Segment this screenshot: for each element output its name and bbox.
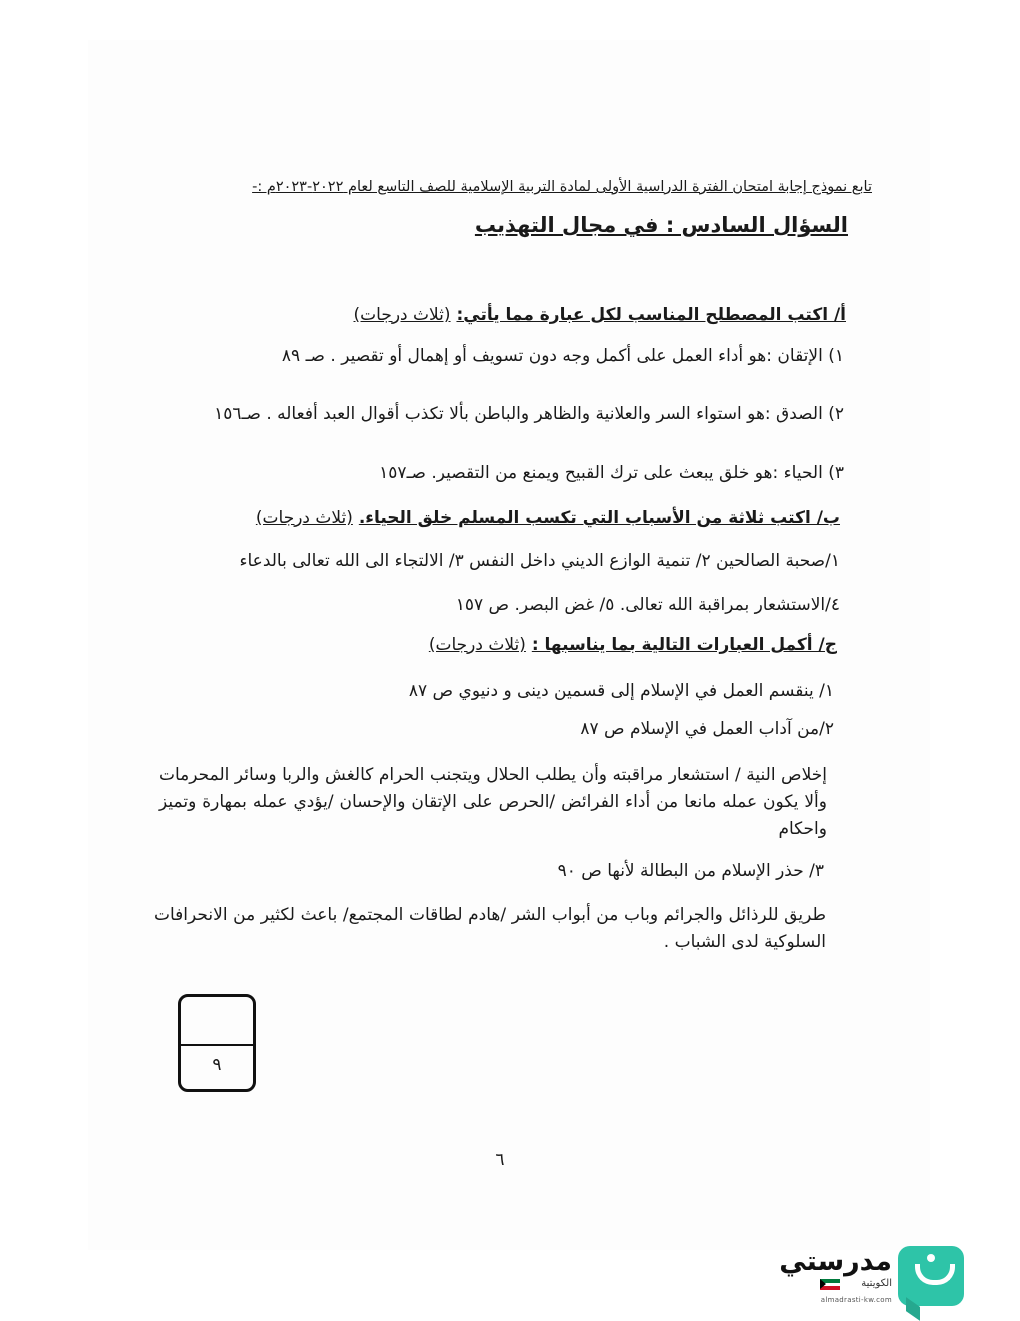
- section-a-item-3: ٣) الحياء :هو خلق يبعث على ترك القبيح ويمنع من التقصير. صـ١٥٧: [379, 463, 844, 483]
- section-c-heading: ج/ أكمل العبارات التالية بما يناسبها :: [531, 635, 837, 655]
- section-b-title: [256, 505, 840, 531]
- section-c-item-2: ٢/من آداب العمل في الإسلام ص ٨٧: [580, 719, 834, 739]
- section-b-heading: ب/ اكتب ثلاثة من الأسباب التي تكسب المسلم خلق الحياء.: [358, 508, 840, 528]
- logo-subtitle: الكويتية: [861, 1278, 892, 1289]
- score-box: [178, 994, 256, 1092]
- document-header: تابع نموذج إجابة امتحان الفترة الدراسية الأولى لمادة التربية الإسلامية للصف التاسع لعام ٢٠٢٢-٢٠٢٣م :-: [252, 179, 872, 195]
- section-a-item-2: ٢) الصدق :هو استواء السر والعلانية والظاهر والباطن بألا تكذب أقوال العبد أفعاله . صـ١٥٦: [214, 404, 844, 424]
- logo-url: almadrasti-kw.com: [820, 1296, 892, 1304]
- section-c-item-3: ٣/ حذر الإسلام من البطالة لأنها ص ٩٠: [557, 861, 824, 881]
- section-b-marks: (ثلاث درجات): [255, 508, 353, 528]
- section-a-marks: (ثلاث درجات): [353, 305, 451, 325]
- logo-tab: [906, 1297, 920, 1321]
- logo-name: مدرستي: [779, 1246, 892, 1277]
- section-c-marks: (ثلاث درجات): [428, 635, 526, 655]
- logo-icon: [898, 1246, 964, 1306]
- section-a-heading: أ/ اكتب المصطلح المناسب لكل عبارة مما يأتي:: [456, 305, 846, 325]
- section-a-title: [354, 302, 846, 328]
- section-c-title: [429, 632, 837, 658]
- section-b-item-1: ١/صحبة الصالحين ٢/ تنمية الوازع الديني داخل النفس ٣/ الالتجاء الى الله تعالى بالدعاء: [239, 551, 840, 571]
- section-c-answer-2: إخلاص النية / استشعار مراقبته وأن يطلب الحلال ويتجنب الحرام كالغش والربا وسائر المحرمات وألا يكون عمله مانعا من أداء الفرائض /الحرص على الإتقان والإحسان /يؤدي عمله بمهارة وتميز واحكام: [159, 765, 827, 839]
- score-value: ٩: [212, 1055, 222, 1075]
- logo-smile: [915, 1264, 955, 1285]
- kuwait-flag-icon: [820, 1279, 840, 1290]
- section-c-item-1: ١/ ينقسم العمل في الإسلام إلى قسمين دينى و دنيوي ص ٨٧: [408, 681, 834, 701]
- page-number: ٦: [495, 1150, 505, 1170]
- question-title: السؤال السادس : في مجال التهذيب: [474, 213, 848, 237]
- section-c-answer-3: طريق للرذائل والجرائم وباب من أبواب الشر /هادم لطاقات المجتمع/ باعث لكثير من الانحرافات السلوكية لدى الشباب .: [154, 905, 826, 952]
- logo-dot: [927, 1254, 935, 1262]
- section-a-item-1: ١) الإتقان :هو أداء العمل على أكمل وجه دون تسويف أو إهمال أو تقصير . صـ ٨٩: [281, 346, 844, 366]
- score-box-divider: [181, 1044, 253, 1046]
- section-b-item-2: ٤/الاستشعار بمراقبة الله تعالى. ٥/ غض البصر. ص ١٥٧: [455, 595, 840, 615]
